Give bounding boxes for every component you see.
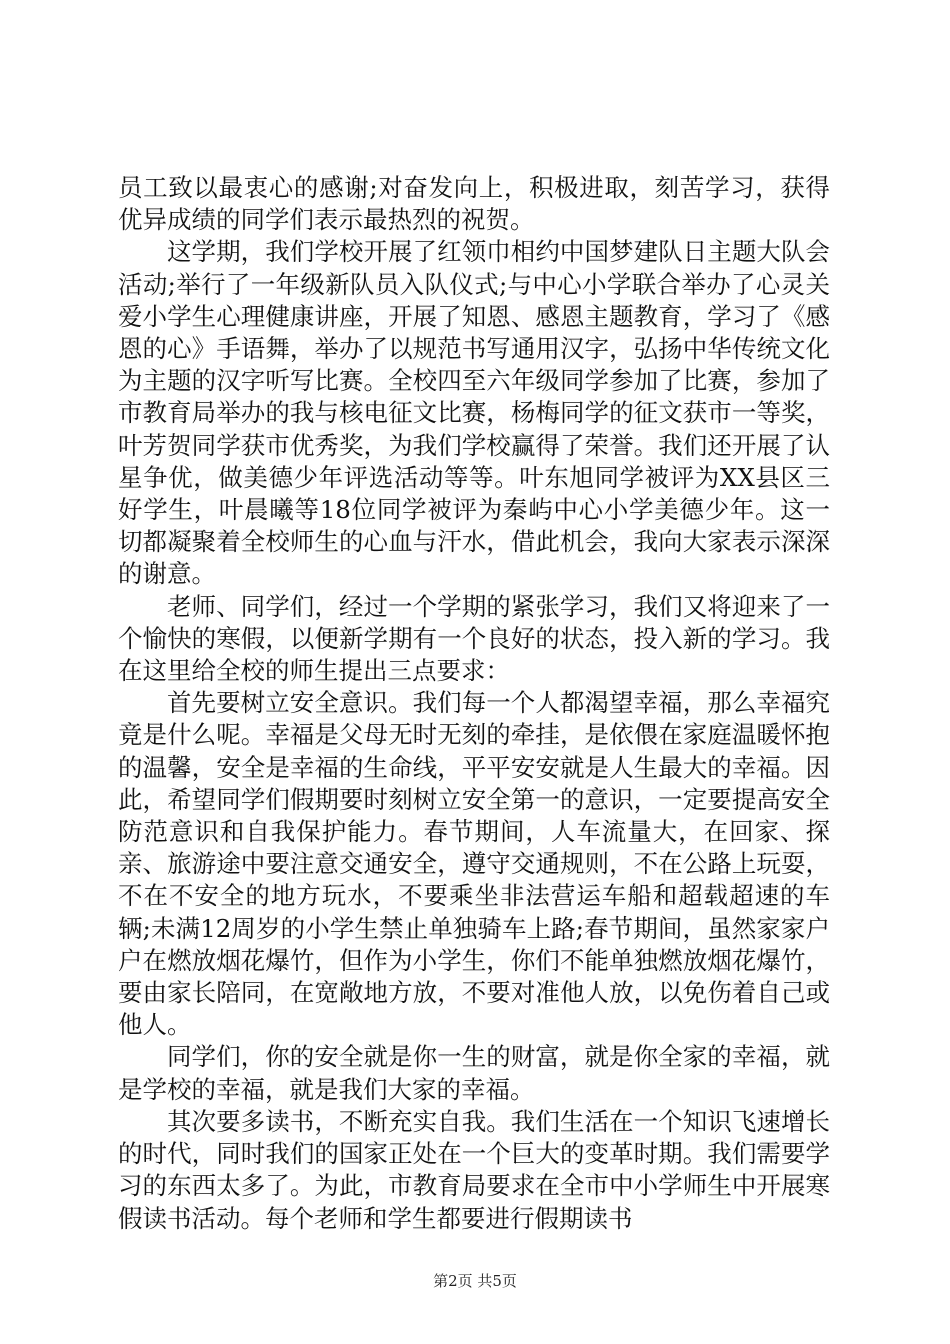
- paragraph-5: 同学们，你的安全就是你一生的财富，就是你全家的幸福，就是学校的幸福，就是我们大家的幸福。: [118, 1042, 830, 1104]
- document-body: [118, 172, 830, 1235]
- paragraph-4: 首先要树立安全意识。我们每一个人都渴望幸福，那么幸福究竟是什么呢。幸福是父母无时无刻的牵挂，是依偎在家庭温暖怀抱的温馨，安全是幸福的生命线，平平安安就是人生最大的幸福。因此，希望同学们假期要时刻树立安全第一的意识，一定要提高安全防范意识和自我保护能力。春节期间，人车流量大，在回家、探亲、旅游途中要注意交通安全，遵守交通规则，不在公路上玩耍，不在不安全的地方玩水，不要乘坐非法营运车船和超载超速的车辆;未满12周岁的小学生禁止单独骑车上路;春节期间，虽然家家户户在燃放烟花爆竹，但作为小学生，你们不能单独燃放烟花爆竹，要由家长陪同，在宽敞地方放，不要对准他人放，以免伤着自己或他人。: [118, 688, 830, 1040]
- paragraph-1: 员工致以最衷心的感谢;对奋发向上，积极进取，刻苦学习，获得优异成绩的同学们表示最热烈的祝贺。: [118, 173, 830, 235]
- paragraph-3: 老师、同学们，经过一个学期的紧张学习，我们又将迎来了一个愉快的寒假，以便新学期有一个良好的状态，投入新的学习。我在这里给全校的师生提出三点要求：: [118, 591, 830, 686]
- paragraph-6: 其次要多读书，不断充实自我。我们生活在一个知识飞速增长的时代，同时我们的国家正处在一个巨大的变革时期。我们需要学习的东西太多了。为此，市教育局要求在全市中小学师生中开展寒假读书活动。每个老师和学生都要进行假期读书: [118, 1106, 830, 1233]
- page-number-footer: 第2页 共5页: [433, 1272, 517, 1290]
- paragraph-2: 这学期，我们学校开展了红领巾相约中国梦建队日主题大队会活动;举行了一年级新队员入队仪式;与中心小学联合举办了心灵关爱小学生心理健康讲座，开展了知恩、感恩主题教育，学习了《感恩的心》手语舞，举办了以规范书写通用汉字，弘扬中华传统文化为主题的汉字听写比赛。全校四至六年级同学参加了比赛，参加了市教育局举办的我与核电征文比赛，杨梅同学的征文获市一等奖，叶芳贺同学获市优秀奖，为我们学校赢得了荣誉。我们还开展了认星争优，做美德少年评选活动等等。叶东旭同学被评为XX县区三好学生，叶晨曦等18位同学被评为秦屿中心小学美德少年。这一切都凝聚着全校师生的心血与汗水，借此机会，我向大家表示深深的谢意。: [118, 237, 830, 589]
